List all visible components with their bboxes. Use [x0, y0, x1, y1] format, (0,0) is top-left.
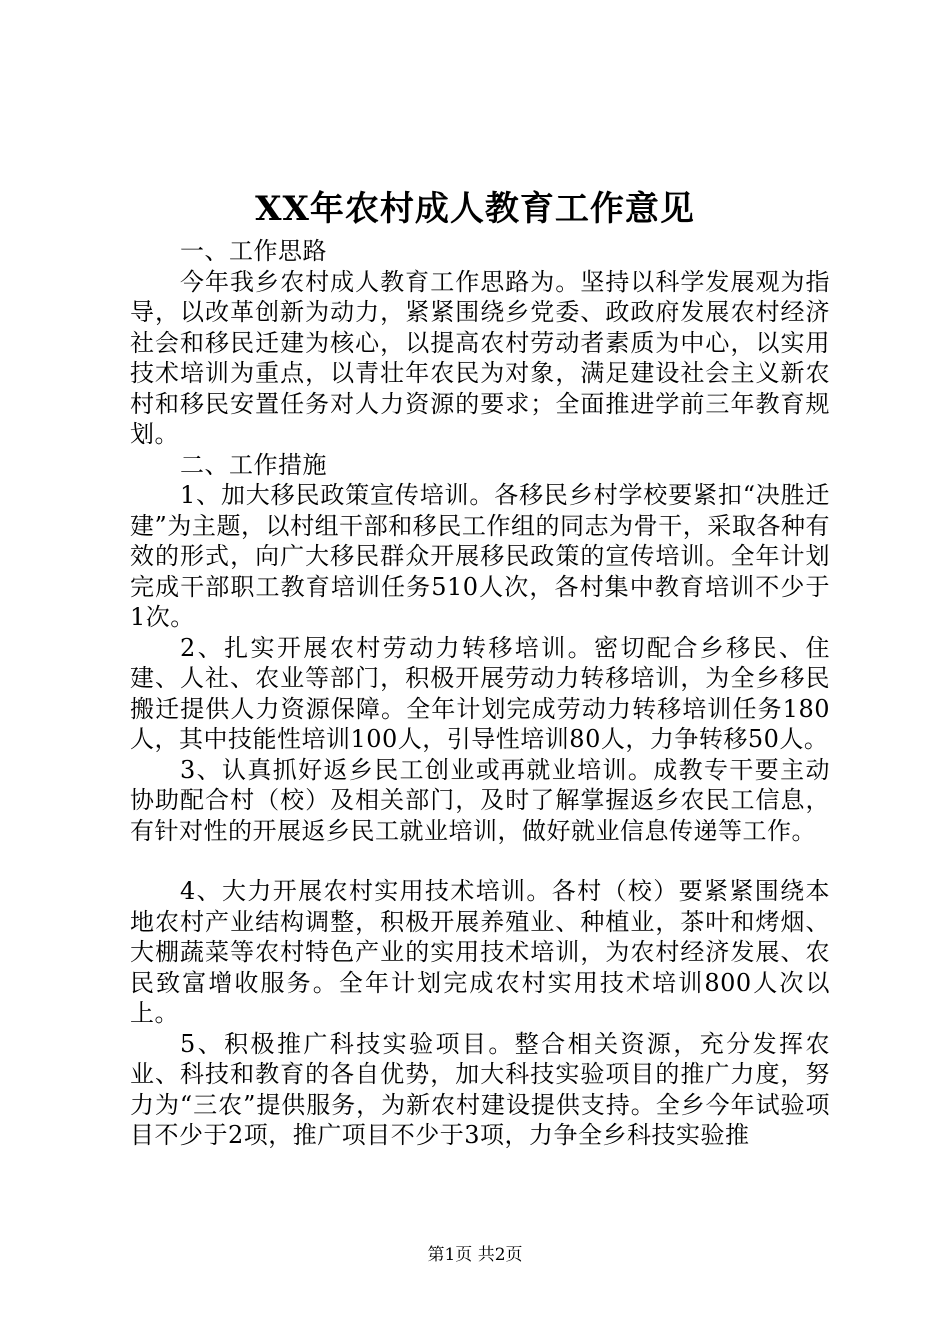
paragraph-measure-3: 3、认真抓好返乡民工创业或再就业培训。成教专干要主动协助配合村（校）及相关部门，及时了解掌握返乡农民工信息，有针对性的开展返乡民工就业培训，做好就业信息传递等工作。 [130, 755, 830, 845]
paragraph-measure-1: 1、加大移民政策宣传培训。各移民乡村学校要紧扣“决胜迁建”为主题，以村组干部和移民工作组的同志为骨干，采取各种有效的形式，向广大移民群众开展移民政策的宣传培训。全年计划完成干部职工教育培训任务510人次，各村集中教育培训不少于1次。 [130, 481, 830, 631]
section-heading-ideas: 一、工作思路 [180, 237, 327, 265]
document-body [130, 236, 830, 1151]
paragraph-measure-5: 5、积极推广科技实验项目。整合相关资源，充分发挥农业、科技和教育的各自优势，加大科技实验项目的推广力度，努力为“三农”提供服务，为新农村建设提供支持。全乡今年试验项目不少于2项，推广项目不少于3项，力争全乡科技实验推 [130, 1029, 830, 1149]
section-heading-measures: 二、工作措施 [180, 450, 327, 479]
paragraph-ideas: 今年我乡农村成人教育工作思路为。坚持以科学发展观为指导，以改革创新为动力，紧紧围绕乡党委、政政府发展农村经济社会和移民迁建为核心，以提高农村劳动者素质为中心，以实用技术培训为重点，以青壮年农民为对象，满足建设社会主义新农村和移民安置任务对人力资源的要求；全面推进学前三年教育规划。 [130, 267, 830, 448]
paragraph-measure-4: 4、大力开展农村实用技术培训。各村（校）要紧紧围绕本地农村产业结构调整，积极开展养殖业、种植业，茶叶和烤烟、大棚蔬菜等农村特色产业的实用技术培训，为农村经济发展、农民致富增收服务。全年计划完成农村实用技术培训800人次以上。 [130, 877, 830, 1027]
document-title: XX年农村成人教育工作意见 [255, 189, 695, 229]
page-number-footer: 第1页 共2页 [427, 1245, 523, 1265]
paragraph-measure-2: 2、扎实开展农村劳动力转移培训。密切配合乡移民、住建、人社、农业等部门，积极开展劳动力转移培训，为全乡移民搬迁提供人力资源保障。全年计划完成劳动力转移培训任务180人，其中技能性培训100人，引导性培训80人，力争转移50人。 [130, 633, 830, 753]
